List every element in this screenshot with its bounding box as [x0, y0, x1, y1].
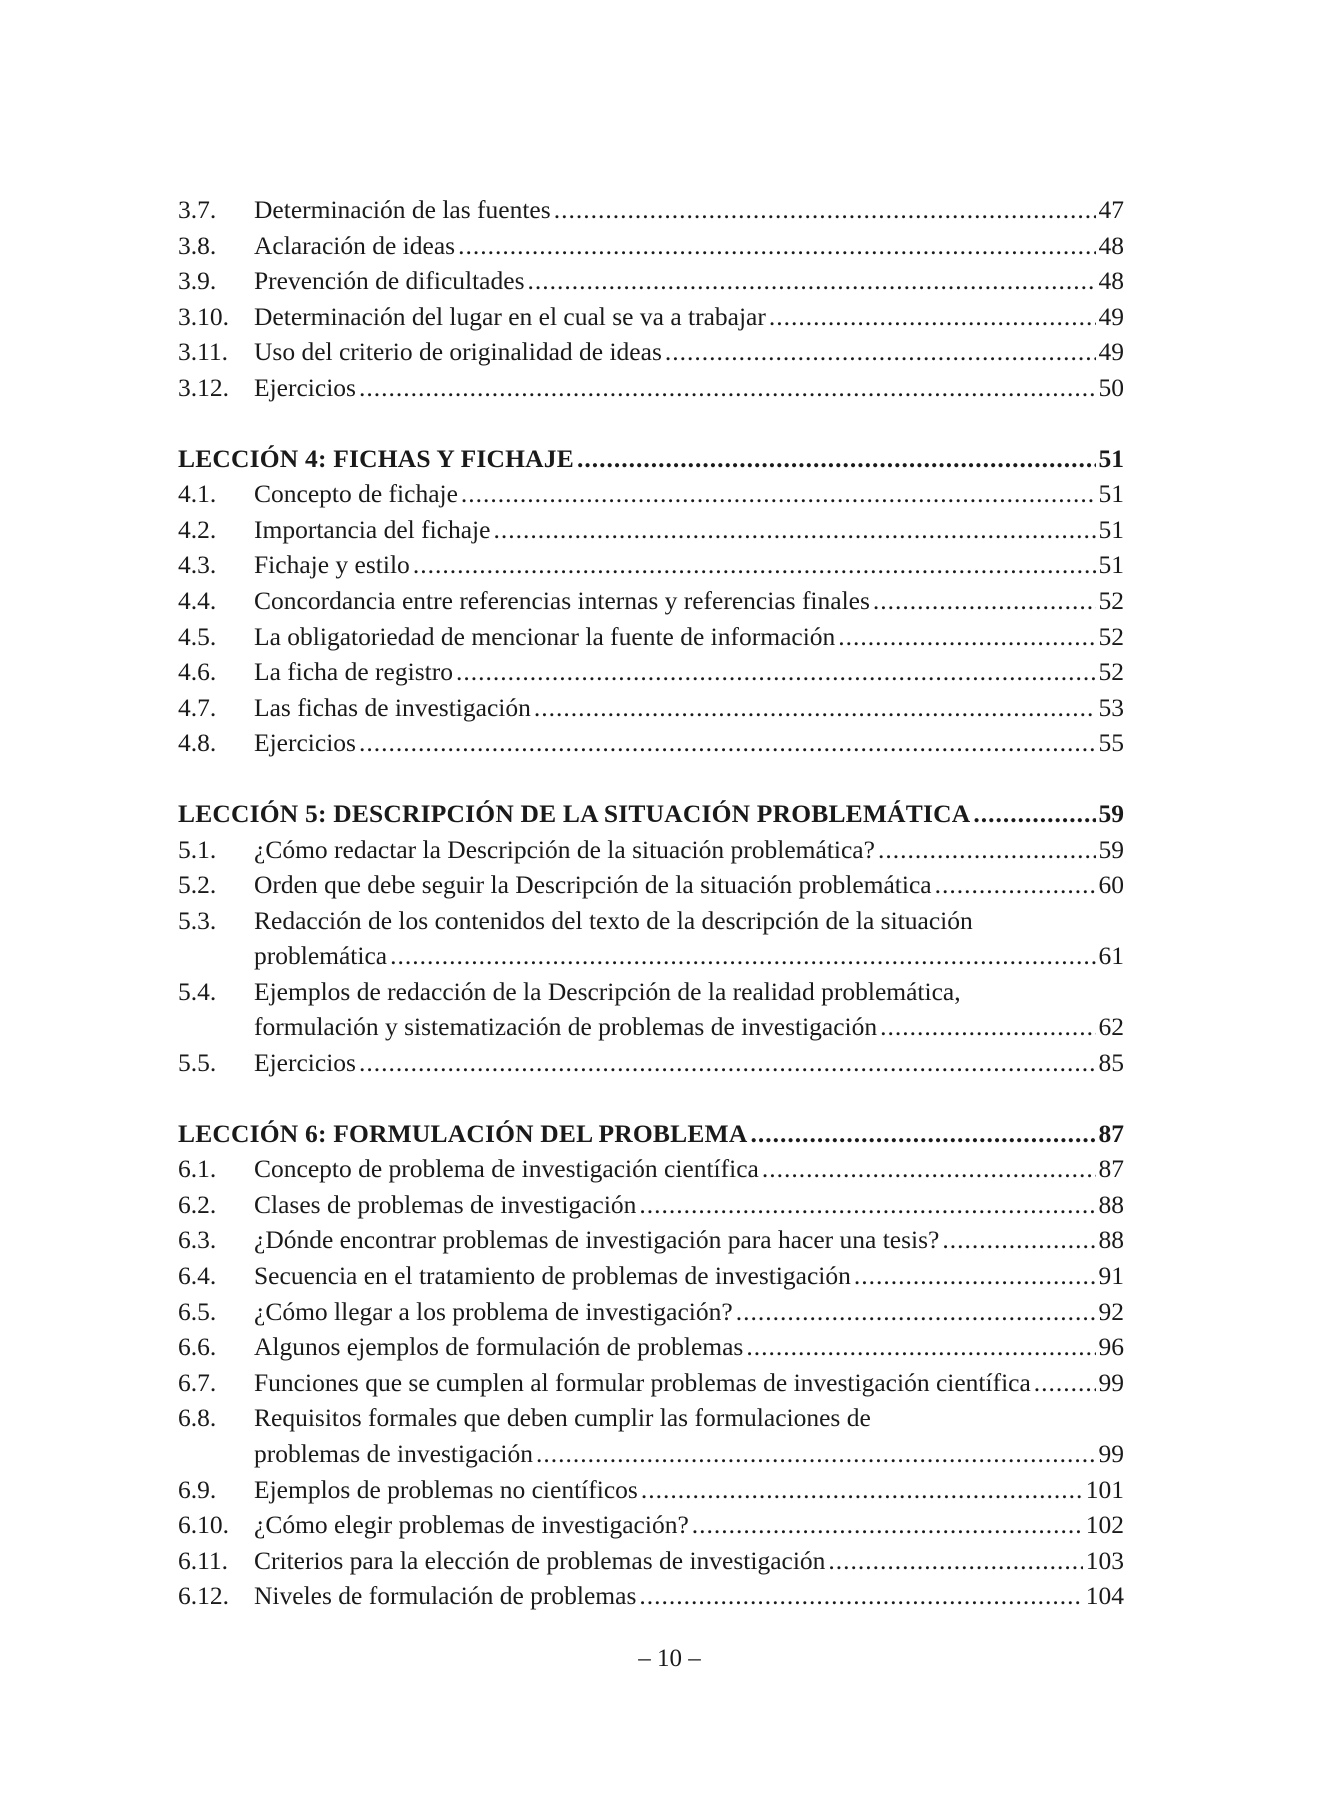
entry-title-wrap [254, 1578, 1124, 1614]
entry-title: Las fichas de investigación [254, 692, 531, 722]
dot-leader [390, 938, 1095, 974]
entry-title: Concepto de problema de investigación científica [254, 1154, 759, 1184]
page-number: – 10 – [638, 1645, 701, 1672]
entry-title-wrap [254, 1365, 1124, 1401]
entry-page: 88 [1098, 1189, 1124, 1219]
entry-title-wrap [254, 867, 1124, 903]
entry-page: 59 [1098, 834, 1124, 864]
entry-number: 5.3. [178, 905, 217, 935]
entry-number: 6.4. [178, 1261, 217, 1291]
dot-leader [880, 1009, 1095, 1045]
lesson-title: LECCIÓN 5: DESCRIPCIÓN DE LA SITUACIÓN PROBLEMÁTICA [178, 798, 971, 828]
entry-title-wrap [254, 1151, 1124, 1187]
entry-title-wrap [254, 1258, 1124, 1294]
toc-entry[interactable] [178, 476, 1124, 512]
entry-title: Redacción de los contenidos del texto de la descripción de la situación [254, 905, 973, 935]
toc-entry[interactable] [178, 1578, 1124, 1614]
entry-title: Uso del criterio de originalidad de ideas [254, 337, 662, 367]
dot-leader [359, 370, 1096, 406]
dot-leader [534, 690, 1096, 726]
entry-title-wrap [254, 334, 1124, 370]
entry-title-continuation-line [254, 1436, 1124, 1472]
entry-title: Clases de problemas de investigación [254, 1189, 637, 1219]
entry-page: 85 [1098, 1048, 1124, 1078]
entry-title: Algunos ejemplos de formulación de problemas [254, 1332, 744, 1362]
entry-number: 6.12. [178, 1581, 229, 1611]
dot-leader [458, 228, 1095, 264]
entry-page: 91 [1098, 1261, 1124, 1291]
entry-number: 6.7. [178, 1367, 217, 1397]
entry-title: Determinación del lugar en el cual se va a trabajar [254, 301, 766, 331]
entry-title-wrap [254, 1045, 1124, 1081]
dot-leader [359, 1045, 1096, 1081]
entry-page: 87 [1098, 1154, 1124, 1184]
entry-number: 3.11. [178, 337, 229, 367]
entry-title-continuation-line [254, 1009, 1124, 1045]
lesson-page: 87 [1098, 1118, 1124, 1148]
entry-title-wrap [254, 1222, 1124, 1258]
entry-title-block [254, 1400, 1124, 1471]
entry-number: 5.4. [178, 976, 217, 1006]
dot-leader [750, 1116, 1095, 1152]
toc-entry[interactable] [178, 1507, 1124, 1543]
dot-leader [769, 299, 1096, 335]
entry-number: 4.2. [178, 514, 217, 544]
entry-number: 6.11. [178, 1545, 229, 1575]
lesson-heading[interactable] [178, 1116, 1124, 1152]
entry-number: 3.8. [178, 230, 217, 260]
dot-leader [577, 441, 1096, 477]
entry-title-continuation: problemática [254, 941, 388, 971]
entry-title: ¿Dónde encontrar problemas de investigación para hacer una tesis? [254, 1225, 940, 1255]
entry-number: 3.7. [178, 195, 217, 224]
dot-leader [854, 1258, 1096, 1294]
entry-page: 52 [1098, 585, 1124, 615]
toc-entry[interactable] [178, 1365, 1124, 1401]
dot-leader [456, 654, 1096, 690]
entry-number: 6.10. [178, 1510, 229, 1540]
toc-entry[interactable] [178, 547, 1124, 583]
entry-title: La obligatoriedad de mencionar la fuente de información [254, 621, 836, 651]
toc-entry[interactable] [178, 1187, 1124, 1223]
dot-leader [736, 1294, 1096, 1330]
dot-leader [838, 619, 1095, 655]
entry-title-continuation-line [254, 938, 1124, 974]
entry-page: 53 [1098, 692, 1124, 722]
entry-number: 6.6. [178, 1332, 217, 1362]
entry-number: 6.1. [178, 1154, 217, 1184]
entry-title-wrap [254, 583, 1124, 619]
dot-leader [692, 1507, 1083, 1543]
lesson-title: LECCIÓN 4: FICHAS Y FICHAJE [178, 443, 574, 473]
toc-entry[interactable] [178, 263, 1124, 299]
entry-title-wrap [254, 1543, 1124, 1579]
toc-entry[interactable] [178, 725, 1124, 761]
toc-entry[interactable] [178, 1045, 1124, 1081]
entry-page: 103 [1085, 1545, 1124, 1575]
entry-title-wrap [254, 512, 1124, 548]
dot-leader [746, 1329, 1095, 1365]
entry-title-wrap [254, 725, 1124, 761]
entry-title: Determinación de las fuentes [254, 195, 551, 224]
entry-title-wrap [254, 1294, 1124, 1330]
entry-page: 51 [1098, 550, 1124, 580]
entry-number: 5.2. [178, 870, 217, 900]
toc-entry[interactable] [178, 974, 1124, 1045]
entry-title: Prevención de dificultades [254, 266, 525, 296]
toc-entry[interactable] [178, 1222, 1124, 1258]
entry-title-wrap [254, 619, 1124, 655]
entry-title-wrap [254, 654, 1124, 690]
dot-leader [942, 1222, 1095, 1258]
entry-title-continuation: formulación y sistematización de problemas de investigación [254, 1012, 878, 1042]
entry-title-block [254, 974, 1124, 1045]
dot-leader [973, 796, 1095, 832]
toc-entry[interactable] [178, 1151, 1124, 1187]
entry-page: 99 [1098, 1367, 1124, 1397]
toc-entry[interactable] [178, 654, 1124, 690]
entry-title: Fichaje y estilo [254, 550, 410, 580]
entry-title: Importancia del fichaje [254, 514, 491, 544]
entry-title-wrap [254, 228, 1124, 264]
dot-leader [762, 1151, 1096, 1187]
table-of-contents [178, 192, 1124, 1614]
dot-leader [878, 832, 1096, 868]
entry-title: Concordancia entre referencias internas y referencias finales [254, 585, 870, 615]
entry-number: 4.7. [178, 692, 217, 722]
dot-leader [413, 547, 1096, 583]
entry-title-wrap [254, 263, 1124, 299]
entry-number: 6.8. [178, 1403, 217, 1433]
entry-title: Niveles de formulación de problemas [254, 1581, 637, 1611]
toc-entry[interactable] [178, 1294, 1124, 1330]
entry-title: Ejemplos de problemas no científicos [254, 1474, 638, 1504]
entry-number: 4.1. [178, 479, 217, 509]
entry-title: ¿Cómo elegir problemas de investigación? [254, 1510, 689, 1540]
entry-page: 61 [1098, 941, 1124, 971]
entry-title: Criterios para la elección de problemas de investigación [254, 1545, 826, 1575]
entry-number: 4.6. [178, 657, 217, 687]
dot-leader [359, 725, 1096, 761]
entry-title: Concepto de fichaje [254, 479, 458, 509]
entry-page: 49 [1098, 337, 1124, 367]
entry-page: 47 [1098, 195, 1124, 224]
entry-page: 92 [1098, 1296, 1124, 1326]
entry-number: 3.9. [178, 266, 217, 296]
entry-title: Ejercicios [254, 372, 356, 402]
entry-title-continuation: problemas de investigación [254, 1439, 534, 1468]
entry-title: Requisitos formales que deben cumplir las formulaciones de [254, 1403, 871, 1433]
toc-entry[interactable] [178, 1329, 1124, 1365]
dot-leader [639, 1578, 1082, 1614]
toc-entry[interactable] [178, 1472, 1124, 1508]
dot-leader [639, 1187, 1095, 1223]
entry-number: 4.3. [178, 550, 217, 580]
dot-leader [873, 583, 1096, 619]
toc-entry[interactable] [178, 370, 1124, 406]
entry-title: Orden que debe seguir la Descripción de la situación problemática [254, 870, 932, 900]
entry-title-wrap [254, 690, 1124, 726]
entry-title-wrap [254, 476, 1124, 512]
entry-title-wrap [254, 370, 1124, 406]
entry-page: 101 [1085, 1474, 1124, 1504]
entry-title: Funciones que se cumplen al formular problemas de investigación científica [254, 1367, 1031, 1397]
entry-page: 50 [1098, 372, 1124, 402]
entry-title: Ejemplos de redacción de la Descripción de la realidad problemática, [254, 976, 961, 1006]
toc-entry[interactable] [178, 867, 1124, 903]
entry-title: Ejercicios [254, 728, 356, 758]
entry-title: ¿Cómo redactar la Descripción de la situación problemática? [254, 834, 875, 864]
entry-page: 60 [1098, 870, 1124, 900]
dot-leader [935, 867, 1096, 903]
toc-entry[interactable] [178, 512, 1124, 548]
entry-number: 3.12. [178, 372, 229, 402]
entry-page: 48 [1098, 266, 1124, 296]
toc-entry[interactable] [178, 690, 1124, 726]
dot-leader [828, 1543, 1082, 1579]
entry-number: 5.5. [178, 1048, 217, 1078]
lesson-title-wrap [178, 1116, 1124, 1152]
lesson-title: LECCIÓN 6: FORMULACIÓN DEL PROBLEMA [178, 1118, 748, 1148]
entry-number: 6.3. [178, 1225, 217, 1255]
entry-number: 5.1. [178, 834, 217, 864]
toc-entry[interactable] [178, 299, 1124, 335]
entry-number: 4.8. [178, 728, 217, 758]
entry-page: 88 [1098, 1225, 1124, 1255]
entry-title: Aclaración de ideas [254, 230, 456, 260]
entry-title: ¿Cómo llegar a los problema de investigación? [254, 1296, 733, 1326]
entry-page: 51 [1098, 479, 1124, 509]
entry-page: 102 [1085, 1510, 1124, 1540]
toc-entry[interactable] [178, 1400, 1124, 1471]
toc-entry[interactable] [178, 1543, 1124, 1579]
entry-page: 48 [1098, 230, 1124, 260]
entry-page: 52 [1098, 657, 1124, 687]
entry-number: 4.5. [178, 621, 217, 651]
lesson-page: 59 [1098, 798, 1124, 828]
dot-leader [641, 1472, 1083, 1508]
entry-title: Secuencia en el tratamiento de problemas de investigación [254, 1261, 851, 1291]
toc-entry[interactable] [178, 228, 1124, 264]
lesson-page: 51 [1098, 443, 1124, 473]
entry-number: 6.2. [178, 1189, 217, 1219]
toc-entry[interactable] [178, 192, 1124, 228]
toc-entry[interactable] [178, 619, 1124, 655]
entry-title-wrap [254, 1329, 1124, 1365]
entry-number: 6.5. [178, 1296, 217, 1326]
dot-leader [665, 334, 1096, 370]
dot-leader [1034, 1365, 1096, 1401]
toc-entry[interactable] [178, 832, 1124, 868]
lesson-heading[interactable] [178, 796, 1124, 832]
entry-page: 99 [1098, 1439, 1124, 1468]
lesson-title-wrap [178, 441, 1124, 477]
entry-title-wrap [254, 1472, 1124, 1508]
lesson-title-wrap [178, 796, 1124, 832]
entry-page: 55 [1098, 728, 1124, 758]
toc-entry[interactable] [178, 583, 1124, 619]
entry-title-block [254, 903, 1124, 974]
entry-title: La ficha de registro [254, 657, 453, 687]
lesson-heading[interactable] [178, 441, 1124, 477]
entry-page: 52 [1098, 621, 1124, 651]
entry-page: 96 [1098, 1332, 1124, 1362]
entry-title-wrap [254, 299, 1124, 335]
entry-number: 3.10. [178, 301, 229, 331]
entry-title-wrap [254, 1187, 1124, 1223]
dot-leader [536, 1436, 1095, 1472]
entry-page: 51 [1098, 514, 1124, 544]
dot-leader [493, 512, 1095, 548]
toc-entry[interactable] [178, 334, 1124, 370]
dot-leader [554, 192, 1096, 228]
entry-title-wrap [254, 832, 1124, 868]
toc-entry[interactable] [178, 903, 1124, 974]
toc-entry[interactable] [178, 1258, 1124, 1294]
entry-title-wrap [254, 547, 1124, 583]
entry-page: 62 [1098, 1012, 1124, 1042]
dot-leader [528, 263, 1096, 299]
entry-page: 104 [1085, 1581, 1124, 1611]
dot-leader [461, 476, 1096, 512]
entry-title-wrap [254, 192, 1124, 228]
entry-title: Ejercicios [254, 1048, 356, 1078]
entry-number: 4.4. [178, 585, 217, 615]
entry-number: 6.9. [178, 1474, 217, 1504]
entry-page: 49 [1098, 301, 1124, 331]
entry-title-wrap [254, 1507, 1124, 1543]
